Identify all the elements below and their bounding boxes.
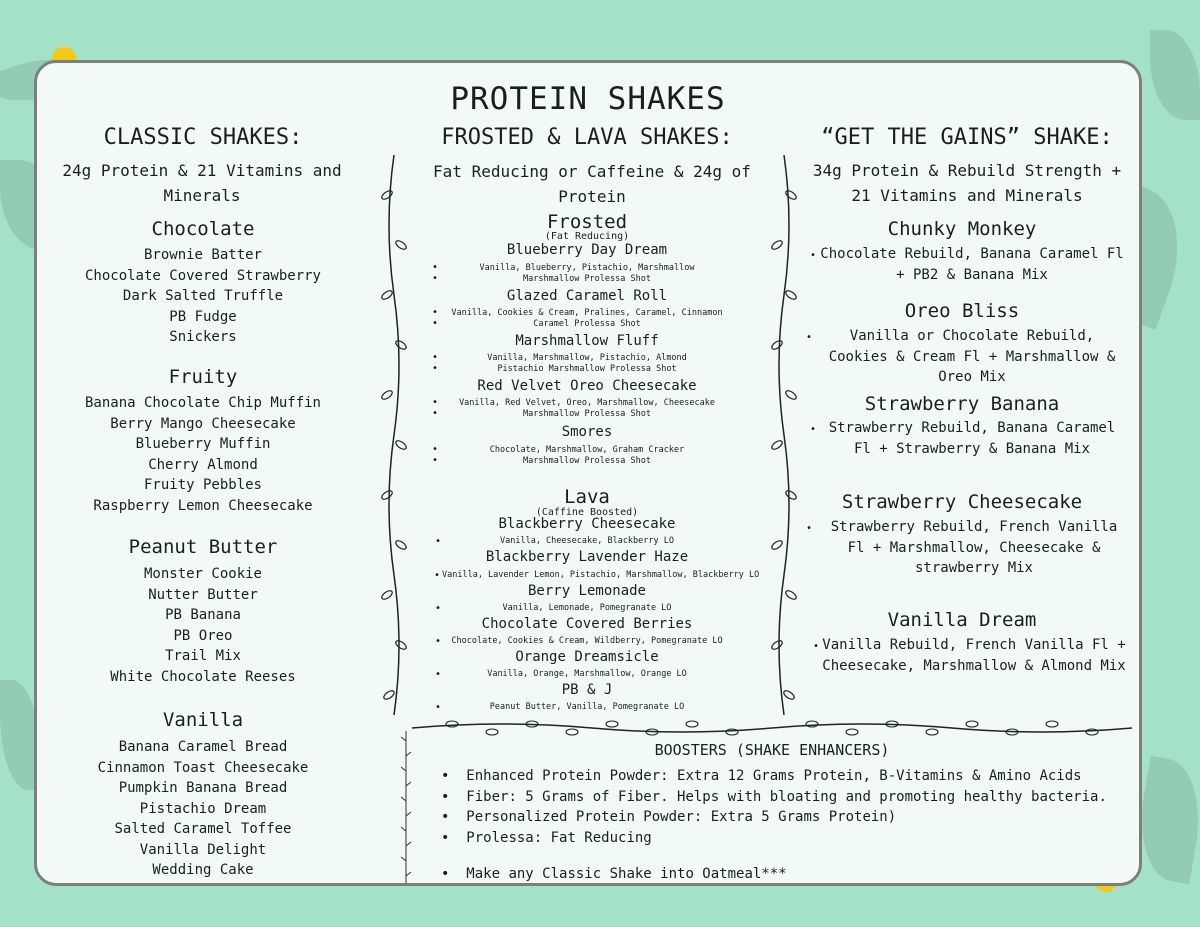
shake-ingredients: Vanilla, Lemonade, Pomegranate LO [502,603,672,613]
list-item: Monster Cookie [143,566,262,582]
horizontal-vine-divider [412,718,1132,738]
bullet: • [434,570,441,581]
bullet: • [441,809,450,825]
shake-ingredients: Peanut Butter, Vanilla, Pomegranate LO [489,702,685,712]
gains-shake-5: Vanilla Dream [887,609,1037,631]
menu-card [34,60,1142,886]
frosted-lava-title: FROSTED & LAVA SHAKES: [441,125,733,150]
category-fruity: Fruity [168,366,238,388]
list-item: Chocolate Covered Strawberry [84,267,321,284]
frosted-heading: Frosted [546,211,628,233]
frosted-shake-1: Blueberry Day Dream [506,242,668,258]
classic-subtitle: 24g Protein & 21 Vitamins and Minerals [62,161,342,205]
shake-ingredients: Chocolate, Marshmallow, Graham Cracker Marshmallow Prolessa Shot [489,445,685,466]
gains-shake-1: Chunky Monkey [887,218,1037,240]
bullet: • [810,424,817,435]
shake-ingredients: Vanilla, Cheesecake, Blackberry LO [500,536,674,546]
bullet: • [432,307,439,318]
frosted-note: (Fat Reducing) [544,231,630,242]
shake-ingredients: Vanilla, Cookies & Cream, Pralines, Caramel, Cinnamon Caramel Prolessa Shot [451,308,723,329]
list-item: Blueberry Muffin [135,436,271,452]
bullet: • [435,669,442,680]
bullet: • [435,702,442,713]
gains-shake-desc: Vanilla or Chocolate Rebuild, Cookies & Cream Fl + Marshmallow & Oreo Mix [828,328,1116,385]
vanilla-list [53,737,353,881]
lava-shake-6: PB & J [561,682,613,698]
list-item: • Prolessa: Fat Reducing [441,829,652,846]
bullet: • [432,363,439,374]
gains-title: “GET THE GAINS” SHAKE: [821,125,1113,150]
bullet: • [432,408,439,419]
list-item: Trail Mix [165,648,241,664]
chocolate-list [53,245,353,348]
peanut-butter-list [53,564,353,687]
frosted-shake-5: Smores [561,424,613,440]
boosters-list [441,766,1107,848]
lava-shake-3: Berry Lemonade [527,583,646,599]
lava-shake-4: Chocolate Covered Berries [481,616,693,632]
bullet: • [432,444,439,455]
list-item: Salted Caramel Toffee [114,821,292,837]
bullet: • [813,641,820,652]
bullet: • [435,536,442,547]
frosted-shake-4: Red Velvet Oreo Cheesecake [477,378,697,394]
list-item: Cherry Almond [148,456,258,473]
bullet: • [441,866,450,882]
category-peanut-butter: Peanut Butter [128,536,278,558]
gains-shake-4: Strawberry Cheesecake [841,491,1083,513]
list-item: Banana Caramel Bread [118,739,288,755]
fruity-list [53,393,353,516]
list-item: Snickers [169,329,237,345]
boosters-footer: • Make any Classic Shake into Oatmeal*** [441,866,787,882]
gains-shake-2: Oreo Bliss [904,300,1020,322]
lava-shake-2: Blackberry Lavender Haze [485,549,689,565]
shake-ingredients: Vanilla, Lavender Lemon, Pistachio, Marshmallow, Blackberry LO [442,570,760,580]
shake-ingredients: Vanilla, Red Velvet, Oreo, Marshmallow, Cheesecake Marshmallow Prolessa Shot [459,398,715,419]
frosted-shake-3: Marshmallow Fluff [515,333,659,349]
lava-heading: Lava [564,486,610,508]
bullet: • [806,523,813,534]
list-item: PB Oreo [173,627,233,644]
shake-ingredients: Vanilla, Orange, Marshmallow, Orange LO [487,669,687,679]
list-item: • Personalized Protein Powder: Extra 5 Grams Protein) [441,809,897,825]
list-item: • Enhanced Protein Powder: Extra 12 Grams Protein, B-Vitamins & Amino Acids [441,768,1082,784]
bullet: • [432,273,439,284]
category-chocolate: Chocolate [151,218,255,240]
lava-note: (Caffine Boosted) [535,507,639,518]
list-item: Berry Mango Cheesecake [110,415,296,432]
list-item: White Chocolate Reeses [110,668,296,685]
page-title: PROTEIN SHAKES [450,81,726,117]
list-item: Vanilla Delight [139,841,267,858]
bullet: • [441,829,450,846]
bullet: • [810,250,817,261]
list-item: Wedding Cake [152,862,254,878]
list-item: • Fiber: 5 Grams of Fiber. Helps with bloating and promoting healthy bacteria. [441,788,1107,805]
gains-subtitle: 34g Protein & Rebuild Strength + 21 Vitamins and Minerals [812,161,1122,205]
bullet: • [432,318,439,329]
bullet: • [806,332,813,343]
shake-ingredients: Chocolate, Cookies & Cream, Wildberry, Pomegranate LO [451,636,723,646]
lava-shake-1: Blackberry Cheesecake [498,516,676,532]
shake-ingredients: Vanilla, Blueberry, Pistachio, Marshmallow Marshmallow Prolessa Shot [479,263,695,284]
gains-shake-desc: Chocolate Rebuild, Banana Caramel Fl + PB2 & Banana Mix [820,246,1124,283]
bullet: • [432,455,439,466]
classic-title: CLASSIC SHAKES: [103,125,303,150]
left-vine-divider [379,155,409,715]
shake-ingredients: Vanilla, Marshmallow, Pistachio, Almond Pistachio Marshmallow Prolessa Shot [487,353,687,374]
bullet: • [432,262,439,273]
bullet: • [435,636,442,647]
bullet: • [432,397,439,408]
leaf-decoration [1150,30,1200,120]
gains-shake-desc: Vanilla Rebuild, French Vanilla Fl + Cheesecake, Marshmallow & Almond Mix [822,637,1126,674]
frosted-shake-2: Glazed Caramel Roll [506,288,668,304]
frosted-lava-subtitle: Fat Reducing or Caffeine & 24g of Protein [433,162,751,206]
list-item: Brownie Batter [143,247,262,263]
list-item: Nutter Butter [148,586,258,603]
list-item: PB Banana [165,607,241,623]
gains-shake-desc: Strawberry Rebuild, Banana Caramel Fl + Strawberry & Banana Mix [828,420,1116,457]
boosters-title: BOOSTERS (SHAKE ENHANCERS) [654,741,890,759]
list-item: Raspberry Lemon Cheesecake [93,497,313,514]
lava-shake-5: Orange Dreamsicle [515,649,659,665]
boosters-vine-divider [399,731,413,886]
list-item: Pumpkin Banana Bread [118,780,288,796]
bullet: • [435,603,442,614]
list-item: Fruity Pebbles [143,477,262,493]
list-item: PB Fudge [169,308,237,325]
gains-shake-3: Strawberry Banana [864,393,1060,415]
list-item: Cinnamon Toast Cheesecake [97,759,309,776]
list-item: Banana Chocolate Chip Muffin [84,395,321,411]
bullet: • [441,788,450,805]
bullet: • [441,768,450,784]
list-item: Pistachio Dream [139,800,267,817]
list-item: Dark Salted Truffle [122,288,284,304]
bullet: • [432,352,439,363]
gains-shake-desc: Strawberry Rebuild, French Vanilla Fl + Marshmallow, Cheesecake & strawberry Mix [830,519,1118,576]
right-vine-divider [769,155,799,715]
category-vanilla: Vanilla [162,709,244,731]
